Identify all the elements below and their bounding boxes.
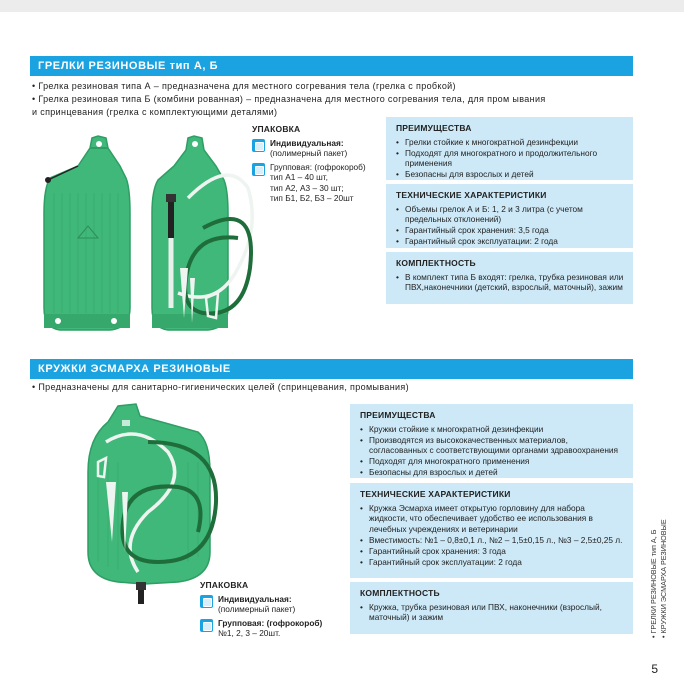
group-line: тип А1 – 40 шт,	[270, 172, 328, 182]
package-icon	[252, 139, 265, 152]
list-item: • Производятся из высококачественных материалов, согласованных с соответствующими органами здравоохранения	[360, 435, 625, 456]
side-index-item: • ГРЕЛКИ РЕЗИНОВЫЕ тип А, Б	[649, 529, 658, 638]
section2-advantages-box	[350, 404, 633, 478]
group-label: Групповая: (гофрокороб)	[270, 161, 366, 172]
box-title: КОМПЛЕКТНОСТЬ	[396, 258, 476, 268]
section1-specs-box	[386, 184, 633, 248]
esmarch-mug-image	[78, 402, 228, 608]
list-item: • В комплект типа Б входят: грелка, трубка резиновая или ПВХ,наконечники (детский, взрослый, маточный), зажим	[396, 272, 625, 293]
intro-line: • Грелка резиновая типа А – предназначена для местного согревания тела (грелка с пробкой)	[32, 81, 456, 91]
section1-advantages-box	[386, 117, 633, 180]
list-item: • Кружка, трубка резиновая или ПВХ, наконечники (взрослый, маточный) и зажим	[360, 602, 625, 623]
section2-intro	[32, 381, 632, 394]
individual-value: (полимерный пакет)	[218, 604, 296, 614]
list-item: • Вместимость: №1 – 0,8±0,1 л., №2 – 1,5±0,15 л., №3 – 2,5±0,25 л.	[360, 535, 625, 546]
list-item: • Грелки стойкие к многократной дезинфекции	[396, 137, 625, 148]
list-item: • Безопасны для взрослых и детей	[360, 467, 625, 478]
list-item: • Гарантийный срок эксплуатации: 2 года	[396, 236, 625, 247]
list-item: • Подходят для многократного и продолжительного применения	[396, 148, 625, 169]
side-index-item: • КРУЖКИ ЭСМАРХА РЕЗИНОВЫЕ	[659, 519, 668, 638]
box-title: ПРЕИМУЩЕСТВА	[360, 410, 436, 420]
box-title: ТЕХНИЧЕСКИЕ ХАРАКТЕРИСТИКИ	[396, 190, 547, 200]
individual-value: (полимерный пакет)	[270, 148, 348, 158]
package-icon	[200, 595, 213, 608]
individual-label: Индивидуальная:	[270, 137, 344, 148]
section-title-esmarch-mugs: КРУЖКИ ЭСМАРХА РЕЗИНОВЫЕ	[30, 359, 633, 379]
box-title: ПРЕИМУЩЕСТВА	[396, 123, 472, 133]
group-line: тип Б1, Б2, Б3 – 20шт	[270, 193, 354, 203]
list-item: • Объемы грелок А и Б: 1, 2 и 3 литра (с учетом предельных отклонений)	[396, 204, 625, 225]
packaging-group	[200, 618, 330, 639]
packaging-group	[252, 162, 386, 204]
section2-specs-box	[350, 483, 633, 578]
group-line: тип А2, А3 – 30 шт;	[270, 182, 344, 193]
box-icon	[200, 619, 213, 632]
box-title: ТЕХНИЧЕСКИЕ ХАРАКТЕРИСТИКИ	[360, 489, 511, 499]
list-item: • Кружки стойкие к многократной дезинфекции	[360, 424, 625, 435]
box-title: КОМПЛЕКТНОСТЬ	[360, 588, 440, 598]
list-item: • Гарантийный срок хранения: 3,5 года	[396, 225, 625, 236]
list-item: • Гарантийный срок хранения: 3 года	[360, 546, 625, 557]
list-item: • Гарантийный срок эксплуатации: 2 года	[360, 557, 625, 568]
packaging-individual	[200, 594, 330, 615]
intro-line: • Грелка резиновая типа Б (комбини рованная) – предназначена для местного согревания тела, для пром ывания	[32, 94, 546, 104]
box-icon	[252, 163, 265, 176]
packaging-title: УПАКОВКА	[252, 124, 301, 134]
intro-line: и спринцевания (грелка с комплектующими деталями)	[32, 107, 278, 117]
section-title-hot-water-bottles: ГРЕЛКИ РЕЗИНОВЫЕ тип А, Б	[30, 56, 633, 76]
packaging-individual	[252, 138, 386, 159]
group-value: №1, 2, 3 – 20шт.	[218, 628, 281, 638]
hot-water-bottles-image	[38, 118, 260, 340]
section2-packaging	[200, 580, 330, 642]
list-item: • Подходят для многократного применения	[360, 456, 625, 467]
side-index	[640, 500, 676, 640]
intro-line: • Предназначены для санитарно-гигиенических целей (спринцевания, промывания)	[32, 382, 409, 392]
packaging-title: УПАКОВКА	[200, 580, 249, 590]
group-label: Групповая: (гофрокороб)	[218, 617, 323, 628]
page-number: 5	[651, 662, 658, 676]
list-item: • Кружка Эсмарха имеет открытую горловину для набора жидкости, что обеспечивает удобство ее использования в лечебных учреждениях и ветеринарии	[360, 503, 625, 535]
individual-label: Индивидуальная:	[218, 593, 292, 604]
section1-intro	[32, 80, 632, 119]
section1-kit-box	[386, 252, 633, 304]
list-item: • Безопасны для взрослых и детей	[396, 169, 625, 180]
section1-packaging	[252, 124, 386, 207]
top-band	[0, 0, 684, 12]
section2-kit-box	[350, 582, 633, 634]
